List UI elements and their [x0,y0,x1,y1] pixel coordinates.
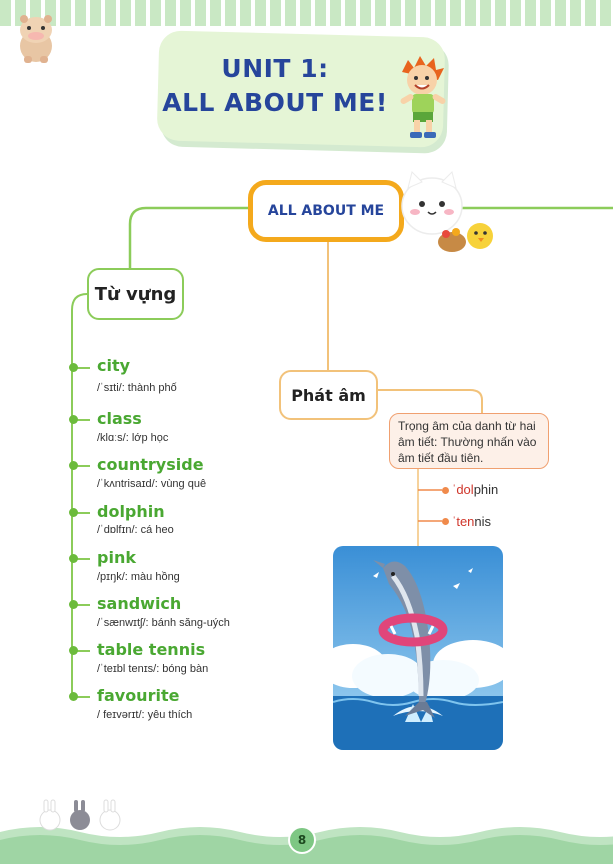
bullet-dot-icon [69,415,78,424]
unit-title-line1: UNIT 1: [221,54,329,83]
vocab-word: table tennis [97,640,206,659]
cat-chick-mascot-icon [398,166,498,258]
vocab-ipa: /ˈkʌntrisaɪd/: vùng quê [97,478,207,490]
bullet-dot-icon [69,461,78,470]
unstressed-syllable: nis [474,514,492,529]
bullet-dot-icon [69,508,78,517]
central-topic: ALL ABOUT ME [248,180,404,242]
vocab-ipa: /ˈdɒlfɪn/: cá heo [97,524,174,536]
vocab-word: pink [97,548,136,567]
unstressed-syllable: phin [473,482,499,497]
bullet-dot-icon [69,646,78,655]
bullet-dot-icon [442,518,449,525]
vocab-ipa: /pɪŋk/: màu hồng [97,571,180,583]
page-number: 8 [288,826,316,854]
vocab-word: city [97,356,131,375]
bullet-dot-icon [69,554,78,563]
stressed-syllable: ˈten [452,514,475,529]
vocab-word: favourite [97,686,180,705]
vocab-word: sandwich [97,594,182,613]
unit-title-line2: ALL ABOUT ME! [162,88,388,117]
vocab-ipa: /ˈsɪti/: thành phố [97,382,177,394]
bullet-dot-icon [69,600,78,609]
bullet-dot-icon [69,692,78,701]
stressed-syllable: ˈdol [452,482,474,497]
stress-example [452,482,498,497]
bullet-dot-icon [69,363,78,372]
dolphin-illustration [333,546,503,750]
vocab-word: dolphin [97,502,165,521]
vocab-ipa: / feɪvərɪt/: yêu thích [97,709,193,721]
bunny-mascots-icon [36,798,126,832]
vocab-word: countryside [97,455,204,474]
vocab-word: class [97,409,142,428]
stress-rule-box: Trọng âm của danh từ hai âm tiết: Thường nhấn vào âm tiết đầu tiên. [389,413,549,469]
stress-example [452,514,491,529]
vocab-ipa: /ˈsænwɪtʃ/: bánh săng-uých [97,617,230,629]
vocabulary-heading: Từ vựng [87,268,184,320]
pronunciation-heading: Phát âm [279,370,378,420]
vocab-ipa: /ˈteɪbl tenɪs/: bóng bàn [97,663,209,675]
vocab-ipa: /klɑːs/: lớp học [97,432,169,444]
bullet-dot-icon [442,487,449,494]
